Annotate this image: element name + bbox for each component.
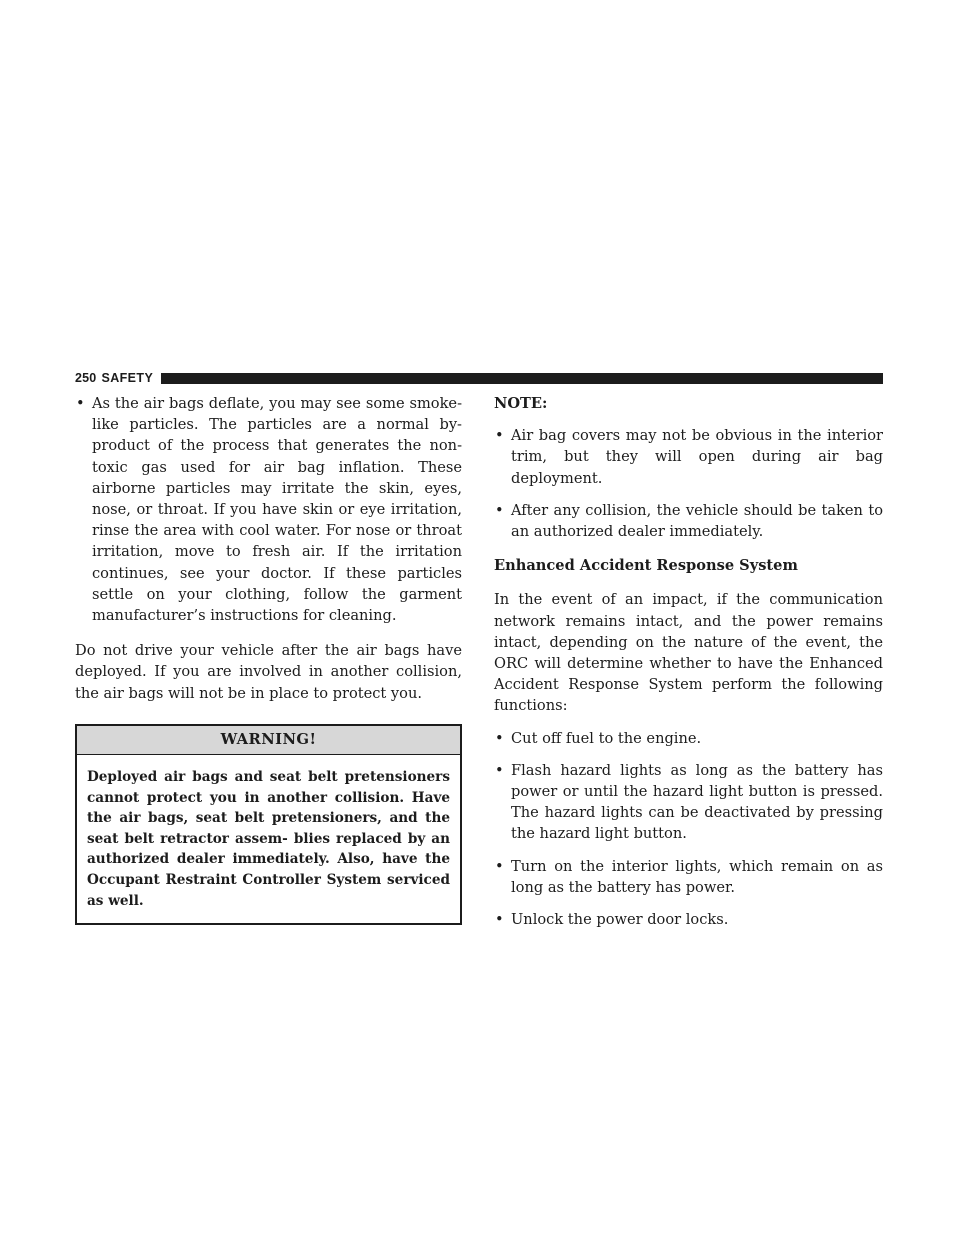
bullet-icon: • xyxy=(495,857,504,875)
bullet-icon: • xyxy=(495,729,504,747)
list-item xyxy=(494,760,883,845)
page-header xyxy=(75,370,883,386)
list-item-text: As the air bags deflate, you may see some smoke-like particles. The particles are a normal by-product of the process that generates the non-toxic gas used for air bag inflation. These airborne particles may irritate the skin, eyes, nose, or throat. If you have skin or eye irritation, rinse the area with cool water. For nose or throat irritation, move to fresh air. If the irritation continues, see your doctor. If these particles settle on your clothing, follow the garment manufacturer’s instructions for cleaning. xyxy=(92,395,462,625)
list-item-text: Unlock the power door locks. xyxy=(511,911,729,929)
list-item xyxy=(75,393,462,626)
bullet-icon: • xyxy=(495,427,504,445)
list-item xyxy=(494,909,883,930)
list-item-text: Turn on the interior lights, which remain on as long as the battery has power. xyxy=(511,857,883,896)
note-label: NOTE: xyxy=(494,395,548,412)
page-number: 250 xyxy=(75,371,97,385)
right-column xyxy=(494,393,883,930)
warning-body: Deployed air bags and seat belt pretensioners cannot protect you in another collision. Have the air bags, seat belt pretensioners, and the seat belt retractor assem- blies replaced by an authorized dealer immediately. Also, have the Occupant Restraint Controller System serviced as well. xyxy=(87,769,450,909)
bullet-icon: • xyxy=(495,761,504,779)
list-item xyxy=(494,856,883,898)
bullet-icon: • xyxy=(495,911,504,929)
left-column xyxy=(75,393,462,925)
list-item xyxy=(494,500,883,542)
header-rule xyxy=(161,373,883,384)
body-paragraph: Do not drive your vehicle after the air bags have deployed. If you are involved in another collision, the air bags will not be in place to protect you. xyxy=(75,642,462,702)
list-item-text: Cut off fuel to the engine. xyxy=(511,729,702,747)
list-item-text: After any collision, the vehicle should be taken to an authorized dealer immediately. xyxy=(511,501,883,541)
list-item xyxy=(494,425,883,489)
bullet-icon: • xyxy=(76,395,85,412)
bullet-icon: • xyxy=(495,501,504,519)
section-title: SAFETY xyxy=(101,371,154,385)
warning-box xyxy=(75,724,462,925)
warning-title: WARNING! xyxy=(77,726,460,755)
body-paragraph: In the event of an impact, if the communication network remains intact, and the power remains intact, depending on the nature of the event, the ORC will determine whether to have the Enhanced Accident Response System perform the following functions: xyxy=(494,591,883,715)
list-item-text: Flash hazard lights as long as the battery has power or until the hazard light button is pressed. The hazard lights can be deactivated by pressing the hazard light button. xyxy=(511,761,883,843)
list-item xyxy=(494,728,883,749)
list-item-text: Air bag covers may not be obvious in the interior trim, but they will open during air bag deployment. xyxy=(511,427,883,487)
section-subheading: Enhanced Accident Response System xyxy=(494,557,798,575)
